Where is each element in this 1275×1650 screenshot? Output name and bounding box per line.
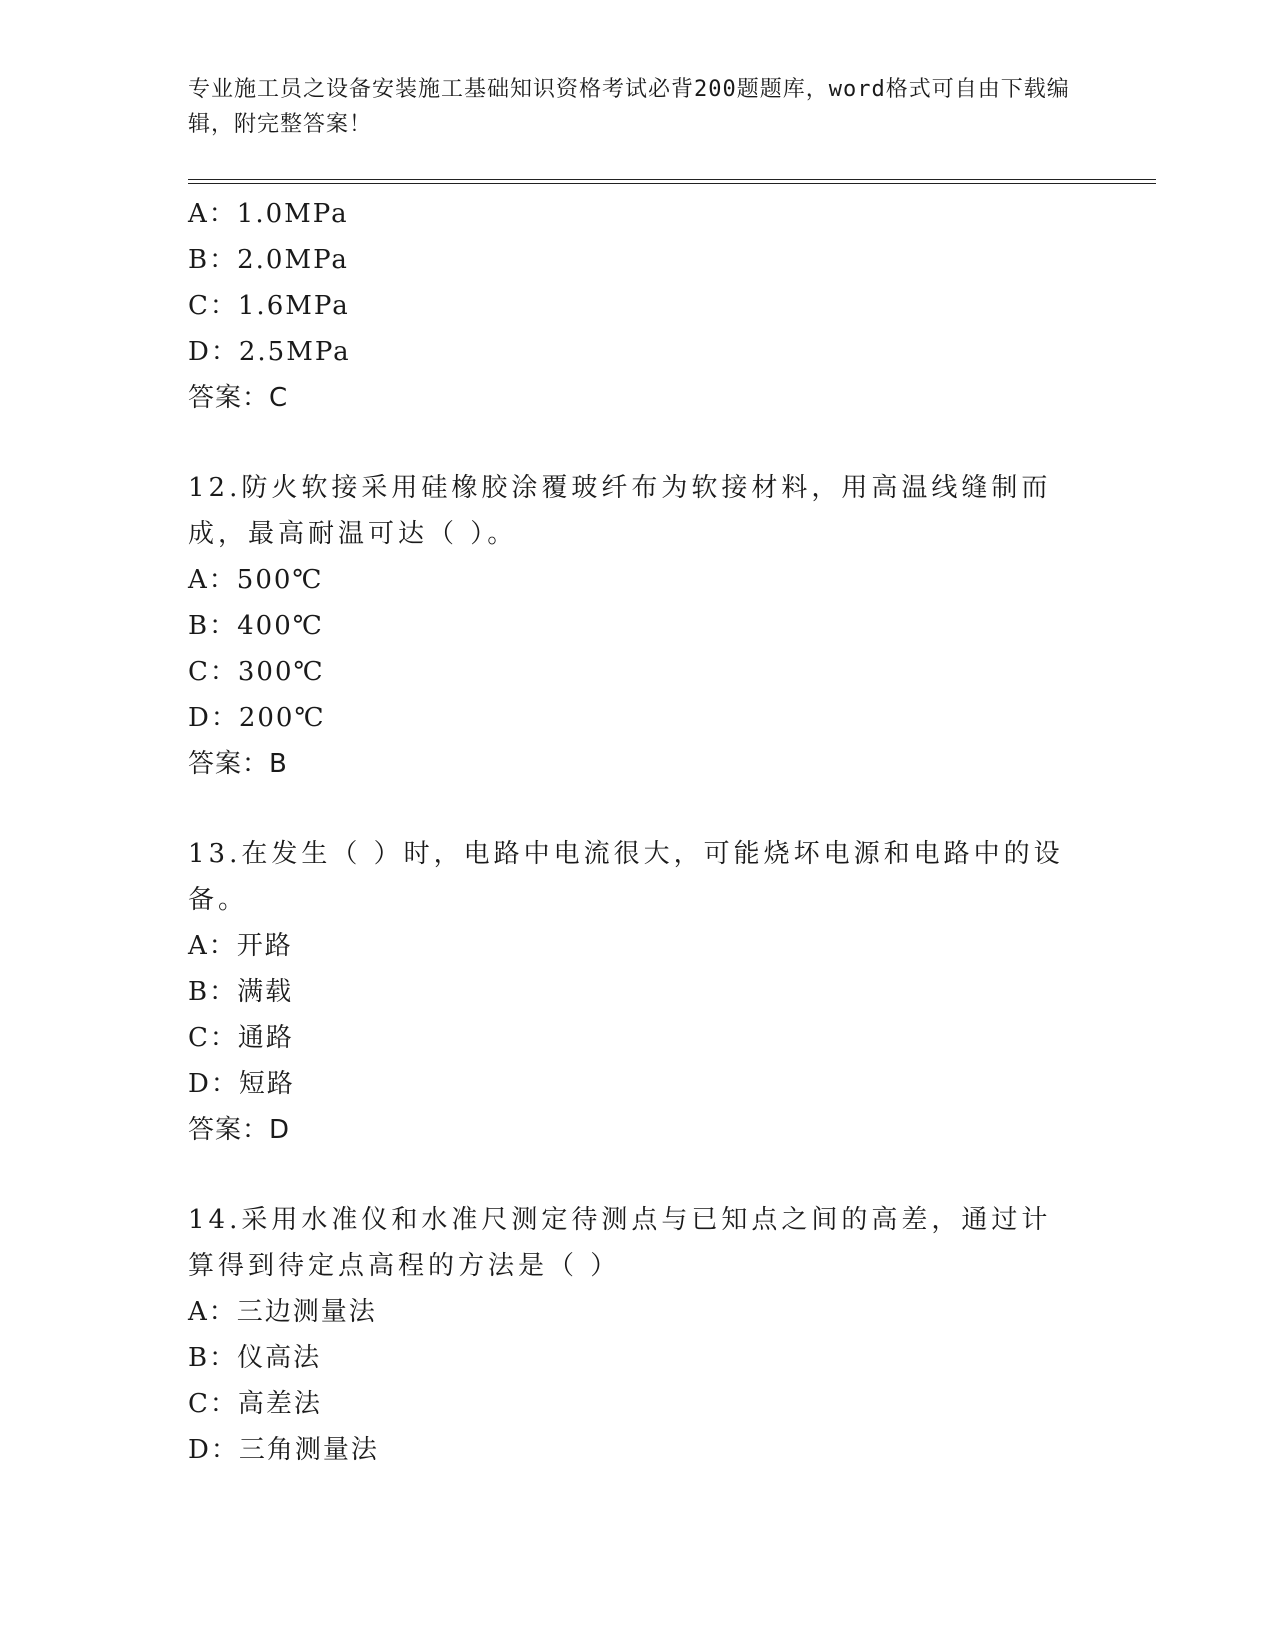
option-d: D：三角测量法 [188, 1435, 379, 1465]
spacer [188, 1153, 1088, 1197]
header-divider-bottom [188, 183, 1156, 184]
option-c: C：1.6MPa [188, 291, 350, 321]
option-b: B：仪高法 [188, 1343, 322, 1373]
question-block [188, 831, 1088, 1153]
document-body [188, 191, 1088, 1473]
document-header: 专业施工员之设备安装施工基础知识资格考试必背200题题库，word格式可自由下载编辑，附完整答案！ [188, 77, 1070, 137]
answer-line: 答案：D [188, 1115, 291, 1145]
question-block [188, 191, 1088, 421]
option-b: B：2.0MPa [188, 245, 349, 275]
option-b: B：400℃ [188, 611, 324, 641]
option-a: A：三边测量法 [188, 1297, 377, 1327]
spacer [188, 421, 1088, 465]
answer-line: 答案：C [188, 383, 289, 413]
option-d: D：短路 [188, 1069, 295, 1099]
question-block [188, 1197, 1088, 1473]
option-a: A：开路 [188, 931, 293, 961]
spacer [188, 787, 1088, 831]
option-d: D：2.5MPa [188, 337, 351, 367]
option-c: C：通路 [188, 1023, 294, 1053]
option-a: A：500℃ [188, 565, 324, 595]
answer-line: 答案：B [188, 749, 288, 779]
option-d: D：200℃ [188, 703, 326, 733]
option-c: C：高差法 [188, 1389, 322, 1419]
option-a: A：1.0MPa [188, 199, 349, 229]
question-block [188, 465, 1088, 787]
question-stem: 14.采用水准仪和水准尺测定待测点与已知点之间的高差，通过计算得到待定点高程的方法是（ ） [188, 1205, 1052, 1281]
option-b: B：满载 [188, 977, 294, 1007]
question-stem: 12.防火软接采用硅橡胶涂覆玻纤布为软接材料，用高温线缝制而成，最高耐温可达（ ）。 [188, 473, 1052, 549]
header-divider-top [188, 179, 1156, 180]
option-c: C：300℃ [188, 657, 325, 687]
question-stem: 13.在发生（ ）时，电路中电流很大，可能烧坏电源和电路中的设备。 [188, 839, 1064, 915]
